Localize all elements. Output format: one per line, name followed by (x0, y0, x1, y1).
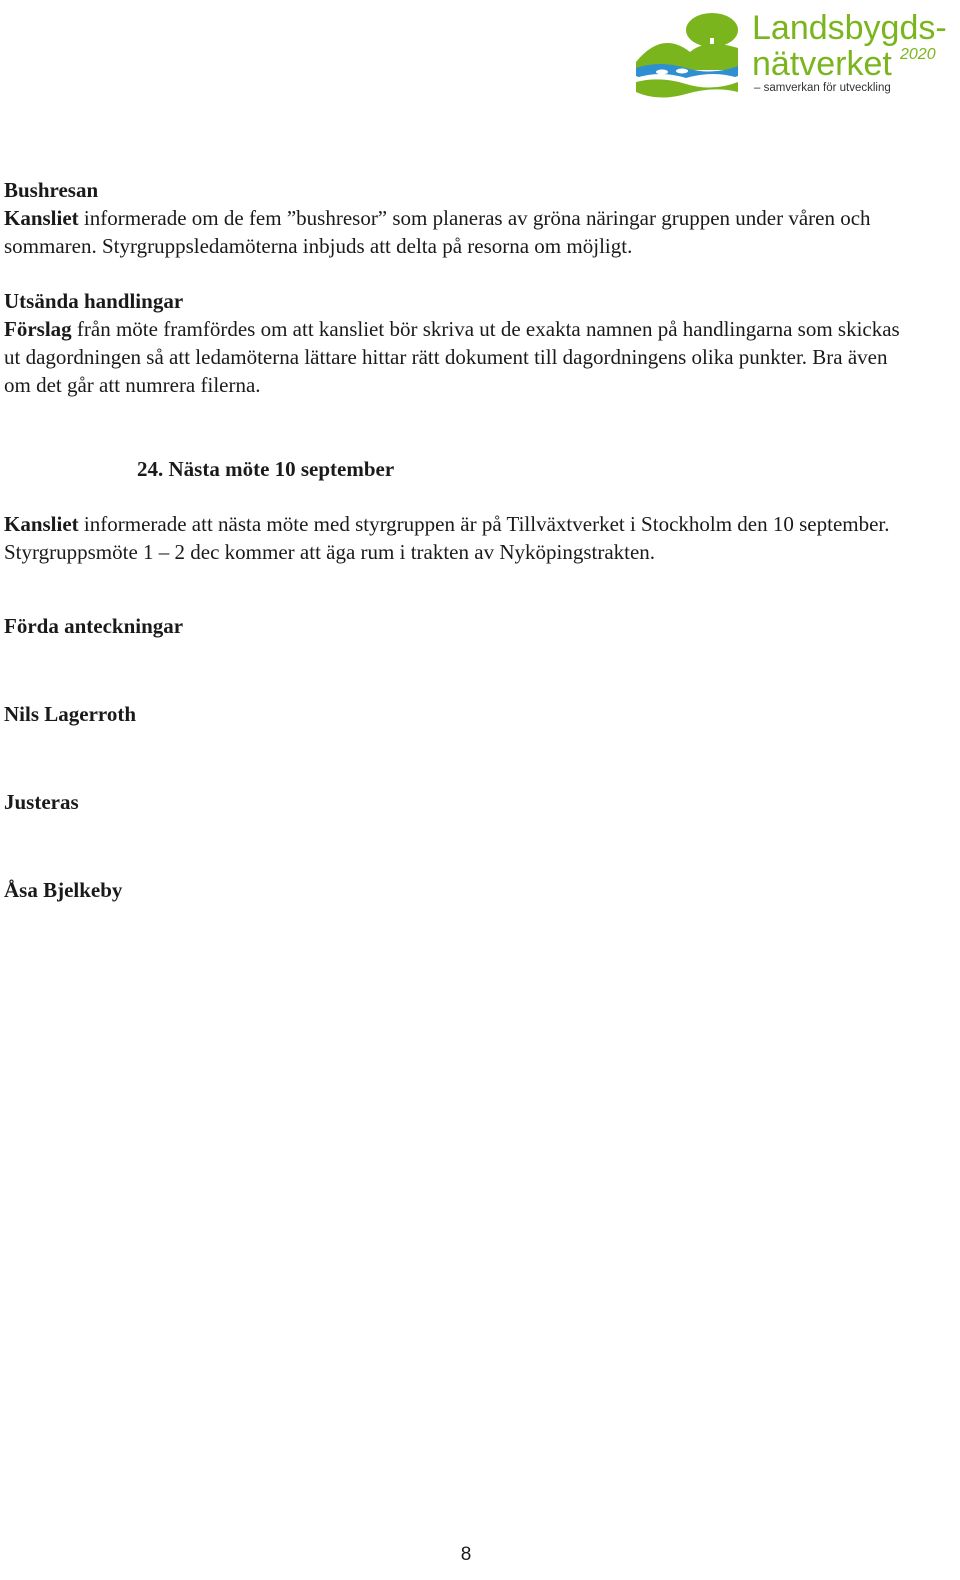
logo-year: 2020 (900, 46, 936, 63)
paragraph-text: från möte framfördes om att kansliet bör skriva ut de exakta namnen på handlingarna som skickas ut dagordningen så att ledamöterna lättare hittar rätt dokument till dagordningens olika punkter. Bra även om det går att numrera filerna. (4, 317, 900, 397)
section-title-bushresan: Bushresan (4, 178, 99, 202)
paragraph-bushresan (4, 204, 904, 260)
signature-forda-label: Förda anteckningar (4, 614, 184, 638)
paragraph-handlingar (4, 315, 904, 399)
logo-wordmark-line1: Landsbygds- (752, 9, 947, 47)
logo-tagline: – samverkan för utveckling (754, 82, 891, 94)
paragraph-lead: Förslag (4, 317, 72, 341)
paragraph-nasta-mote (4, 510, 904, 566)
logo-wordmark-line2: nätverket (752, 45, 892, 83)
landsbygdsnatverket-logo (634, 8, 950, 100)
landscape-emblem-icon (634, 8, 750, 100)
section-title-handlingar: Utsända handlingar (4, 289, 184, 313)
paragraph-text: informerade att nästa möte med styrgruppen är på Tillväxtverket i Stockholm den 10 september. Styrgruppsmöte 1 – 2 dec kommer att äga rum i trakten av Nyköpingstrakten. (4, 512, 890, 564)
signature-name-1: Nils Lagerroth (4, 702, 137, 726)
paragraph-text: informerade om de fem ”bushresor” som planeras av gröna näringar gruppen under våren och sommaren. Styrgruppsledamöterna inbjuds att delta på resorna om möjligt. (4, 206, 871, 258)
numbered-heading: 24. Nästa möte 10 september (137, 457, 395, 481)
paragraph-lead: Kansliet (4, 206, 79, 230)
paragraph-lead: Kansliet (4, 512, 79, 536)
signature-name-2: Åsa Bjelkeby (4, 878, 123, 902)
page-number: 8 (460, 1544, 472, 1565)
signature-justeras-label: Justeras (4, 790, 79, 814)
document-body (4, 176, 904, 904)
